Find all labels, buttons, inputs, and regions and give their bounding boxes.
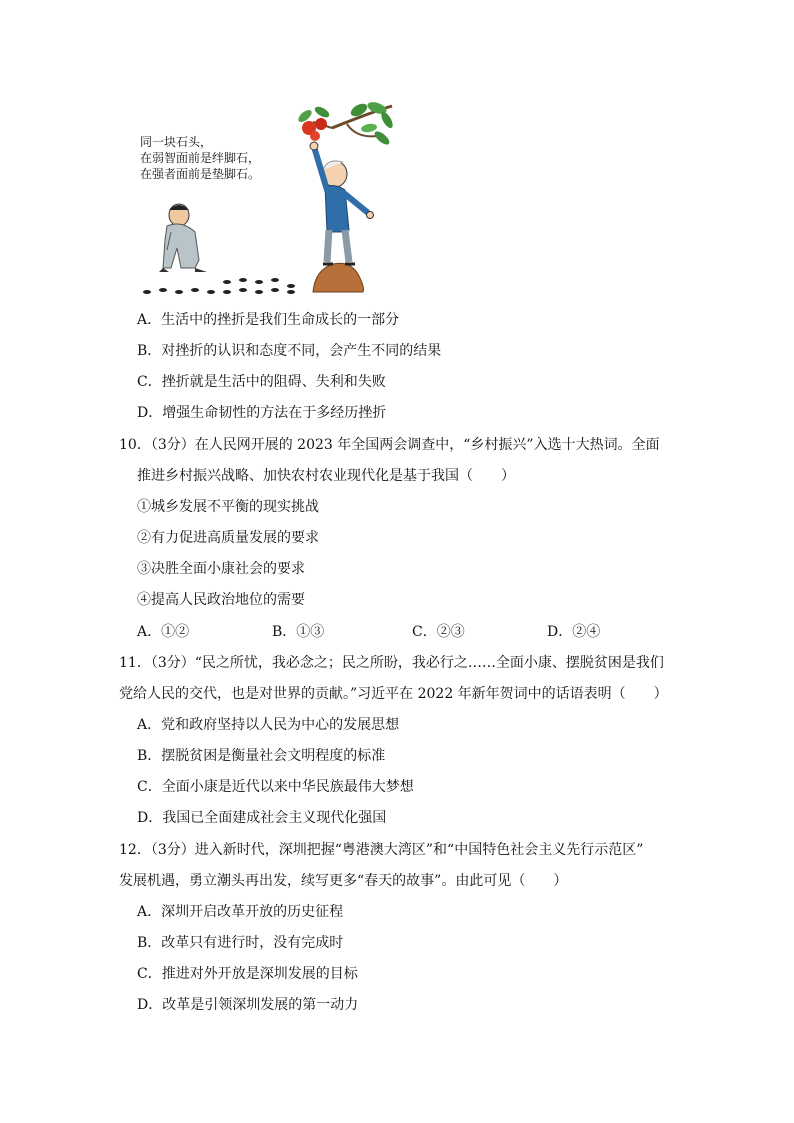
q10-option-b[interactable]: B．①③ xyxy=(272,624,325,640)
q11-stem-line-1: 11．（3分）“民之所忧，我必念之；民之所盼，我必行之……全面小康、摆脱贫困是我们 xyxy=(119,655,664,671)
q12-stem-line-2: 发展机遇，勇立潮头再出发，续写更多“春天的故事”。由此可见（ ） xyxy=(119,873,568,889)
footprints xyxy=(143,278,295,294)
q10-option-a[interactable]: A．①② xyxy=(137,624,190,640)
q11-stem-line-2: 党给人民的交代，也是对世界的贡献。”习近平在 2022 年新年贺词中的话语表明（ ） xyxy=(119,686,668,702)
q9-option-c[interactable]: C．挫折就是生活中的阻碍、失利和失败 xyxy=(137,374,386,390)
reaching-man-figure xyxy=(310,142,374,264)
q9-option-a[interactable]: A．生活中的挫折是我们生命成长的一部分 xyxy=(137,312,400,328)
apple-branch xyxy=(296,100,395,147)
caption-line: 在弱智面前是绊脚石， xyxy=(140,151,261,165)
q10-statement-3: ③决胜全面小康社会的要求 xyxy=(137,561,305,577)
q11-option-d[interactable]: D．我国已全面建成社会主义现代化强国 xyxy=(137,810,387,826)
sad-man-figure xyxy=(159,204,207,272)
q9-option-b[interactable]: B．对挫折的认识和态度不同，会产生不同的结果 xyxy=(137,343,442,359)
q10-option-c[interactable]: C．②③ xyxy=(412,624,465,640)
cartoon-caption xyxy=(140,134,260,182)
q12-option-d[interactable]: D．改革是引领深圳发展的第一动力 xyxy=(137,997,359,1013)
cartoon-illustration xyxy=(137,100,397,300)
q11-option-c[interactable]: C．全面小康是近代以来中华民族最伟大梦想 xyxy=(137,779,414,795)
q11-option-a[interactable]: A．党和政府坚持以人民为中心的发展思想 xyxy=(137,717,400,733)
q10-stem-line-1: 10．（3分）在人民网开展的 2023 年全国两会调查中，“乡村振兴”入选十大热词。全面 xyxy=(119,437,660,453)
rock xyxy=(313,263,364,292)
q10-statement-1: ①城乡发展不平衡的现实挑战 xyxy=(137,499,319,515)
q10-options xyxy=(137,622,617,642)
q12-option-a[interactable]: A．深圳开启改革开放的历史征程 xyxy=(137,904,344,920)
q10-stem-line-2: 推进乡村振兴战略、加快农村农业现代化是基于我国（ ） xyxy=(137,468,515,484)
caption-line: 同一块石头， xyxy=(140,135,213,149)
q10-statement-4: ④提高人民政治地位的需要 xyxy=(137,592,305,608)
q12-option-b[interactable]: B．改革只有进行时，没有完成时 xyxy=(137,935,344,951)
q12-option-c[interactable]: C．推进对外开放是深圳发展的目标 xyxy=(137,966,358,982)
q10-statement-2: ②有力促进高质量发展的要求 xyxy=(137,530,319,546)
q12-stem-line-1: 12．（3分）进入新时代，深圳把握“粤港澳大湾区”和“中国特色社会主义先行示范区” xyxy=(119,842,644,858)
q9-option-d[interactable]: D．增强生命韧性的方法在于多经历挫折 xyxy=(137,405,387,421)
q11-option-b[interactable]: B．摆脱贫困是衡量社会文明程度的标准 xyxy=(137,748,386,764)
caption-line: 在强者面前是垫脚石。 xyxy=(140,167,261,181)
q10-option-d[interactable]: D．②④ xyxy=(547,624,601,640)
